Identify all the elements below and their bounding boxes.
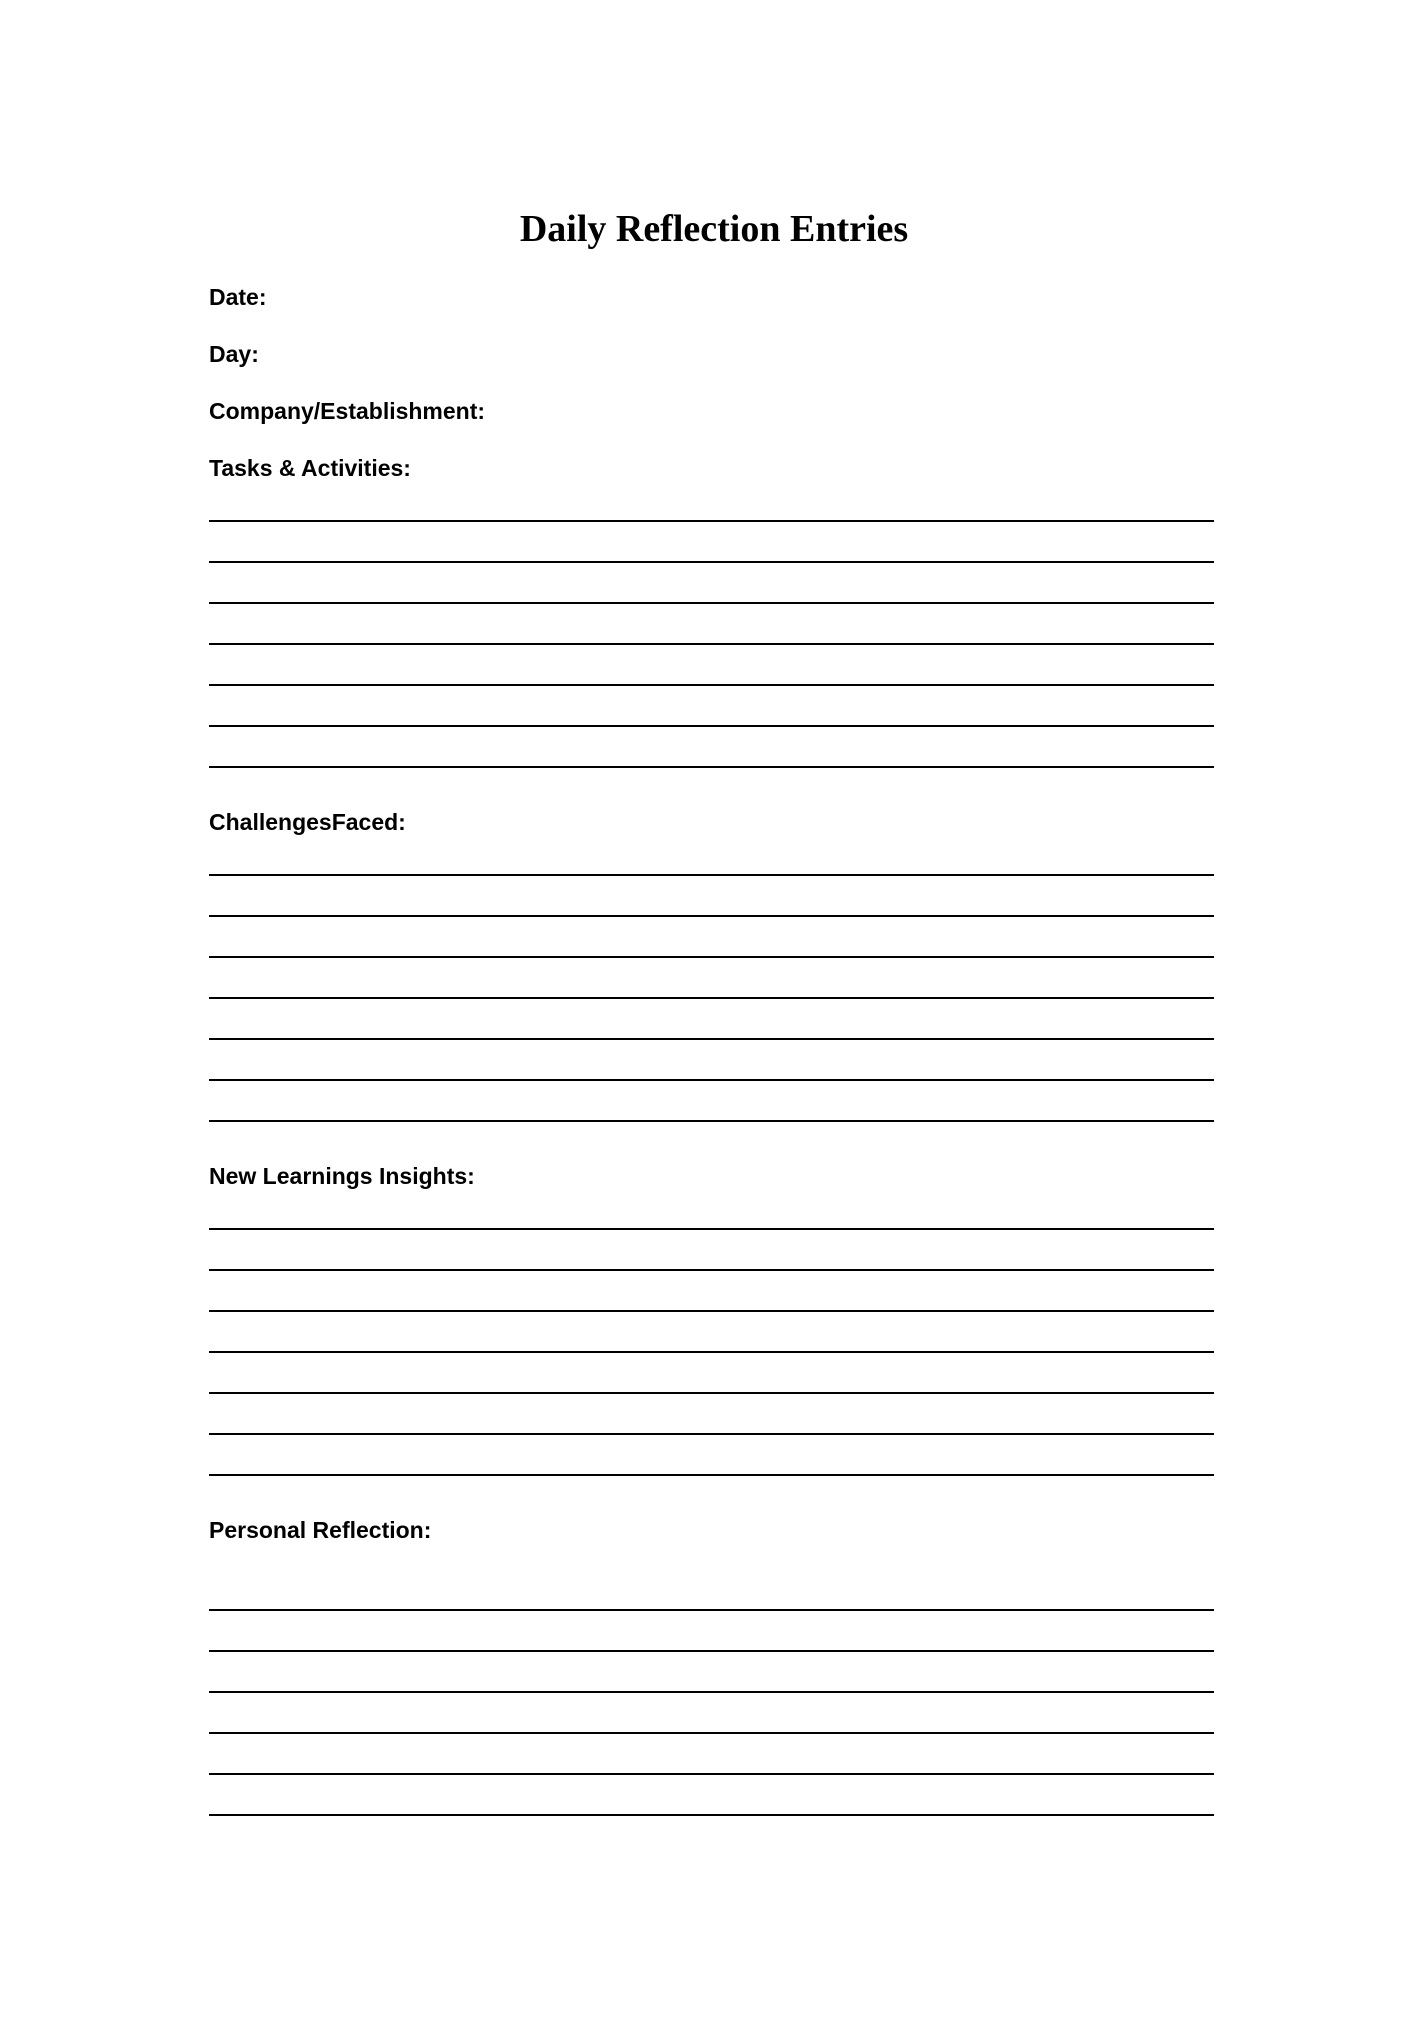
writing-line[interactable] [209, 766, 1214, 768]
company-label: Company/Establishment: [209, 398, 486, 424]
writing-line[interactable] [209, 1650, 1214, 1652]
tasks-activities-label: Tasks & Activities: [209, 455, 411, 481]
writing-line[interactable] [209, 1228, 1214, 1230]
writing-line[interactable] [209, 561, 1214, 563]
writing-line[interactable] [209, 684, 1214, 686]
writing-line[interactable] [209, 956, 1214, 958]
writing-line[interactable] [209, 1773, 1214, 1775]
writing-line[interactable] [209, 1120, 1214, 1122]
day-label: Day: [209, 341, 259, 367]
writing-line[interactable] [209, 915, 1214, 917]
personal-reflection-label: Personal Reflection: [209, 1517, 432, 1543]
writing-line[interactable] [209, 1814, 1214, 1816]
writing-line[interactable] [209, 997, 1214, 999]
writing-line[interactable] [209, 1392, 1214, 1394]
date-label: Date: [209, 284, 267, 310]
writing-line[interactable] [209, 1609, 1214, 1611]
writing-line[interactable] [209, 643, 1214, 645]
page-title: Daily Reflection Entries [519, 208, 909, 250]
writing-line[interactable] [209, 1269, 1214, 1271]
writing-line[interactable] [209, 1351, 1214, 1353]
writing-line[interactable] [209, 1038, 1214, 1040]
writing-line[interactable] [209, 520, 1214, 522]
writing-line[interactable] [209, 602, 1214, 604]
writing-line[interactable] [209, 1691, 1214, 1693]
writing-line[interactable] [209, 725, 1214, 727]
writing-line[interactable] [209, 1310, 1214, 1312]
writing-line[interactable] [209, 1079, 1214, 1081]
writing-line[interactable] [209, 1732, 1214, 1734]
writing-line[interactable] [209, 874, 1214, 876]
challenges-faced-label: ChallengesFaced: [209, 809, 406, 835]
writing-line[interactable] [209, 1474, 1214, 1476]
new-learnings-label: New Learnings Insights: [209, 1163, 475, 1189]
writing-line[interactable] [209, 1433, 1214, 1435]
